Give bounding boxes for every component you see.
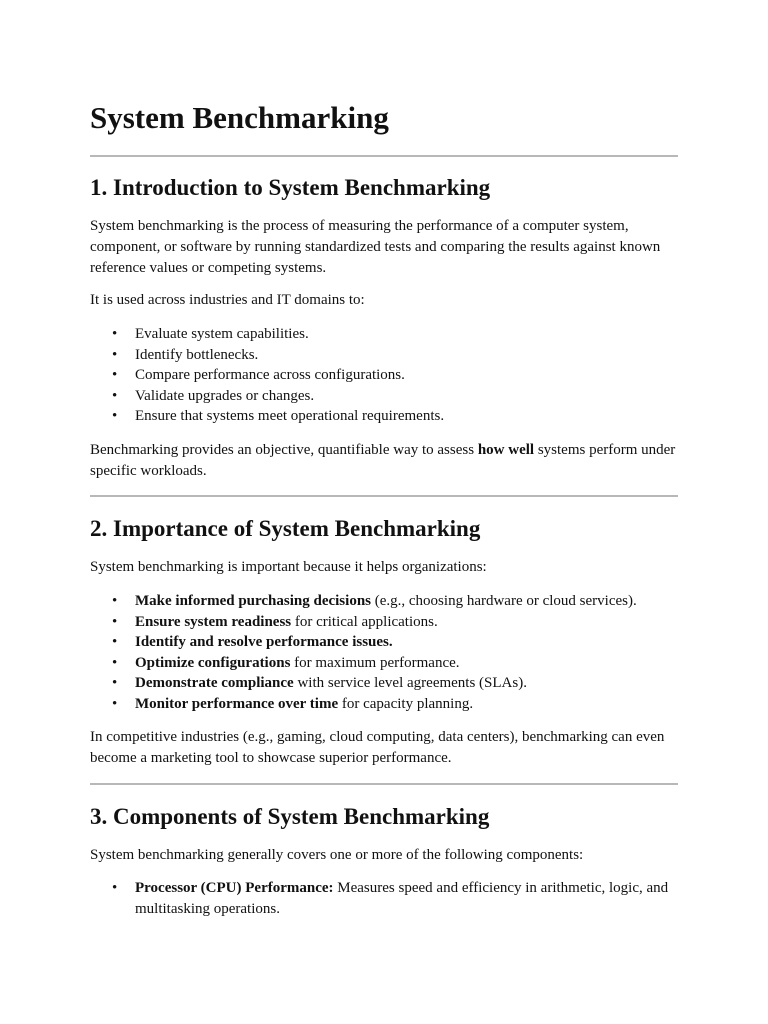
section-1-lead: It is used across industries and IT domains to: xyxy=(90,292,365,308)
list-item: • Compare performance across configurations. xyxy=(90,365,678,386)
item-text: for capacity planning. xyxy=(338,695,474,712)
list-item xyxy=(90,673,678,694)
list-item: • Evaluate system capabilities. xyxy=(90,324,678,345)
item-text: (e.g., choosing hardware or cloud services). xyxy=(371,593,637,609)
section-2-closing: In competitive industries (e.g., gaming, cloud computing, data centers), benchmarking can even become a marketing tool to showcase superior performance. xyxy=(90,729,665,766)
list-item: • Validate upgrades or changes. xyxy=(90,386,678,407)
item-bold: Identify and resolve performance issues. xyxy=(135,634,393,650)
item-bold: Demonstrate compliance xyxy=(135,675,294,691)
section-3-heading: 3. Components of System Benchmarking xyxy=(90,804,490,829)
list-item xyxy=(90,591,678,612)
item-bold: Processor (CPU) Performance: xyxy=(135,880,334,896)
closing-text: systems perform under specific workloads. xyxy=(90,442,676,479)
list-item xyxy=(90,612,678,633)
section-1-heading: 1. Introduction to System Benchmarking xyxy=(90,175,491,200)
item-bold: Make informed purchasing decisions xyxy=(135,593,371,609)
section-1-list xyxy=(90,324,678,427)
list-item: • Identify bottlenecks. xyxy=(90,345,678,366)
list-item xyxy=(90,632,678,653)
closing-text: Benchmarking provides an objective, quantifiable way to assess xyxy=(90,442,478,458)
section-3-list xyxy=(90,878,678,920)
section-divider xyxy=(90,495,678,497)
item-bold: Optimize configurations xyxy=(135,654,291,671)
page-title: System Benchmarking xyxy=(90,100,389,135)
item-text: with service level agreements (SLAs). xyxy=(293,675,527,691)
list-item xyxy=(90,878,678,920)
section-2-list xyxy=(90,591,678,714)
section-3-lead: System benchmarking generally covers one or more of the following components: xyxy=(90,847,584,863)
item-text: for maximum performance. xyxy=(290,654,460,671)
section-1-closing xyxy=(90,440,678,482)
section-divider xyxy=(90,783,678,785)
section-2-lead: System benchmarking is important because it helps organizations: xyxy=(90,559,487,575)
section-1-intro: System benchmarking is the process of measuring the performance of a computer system, component, or software by running standardized tests and comparing the results against known reference values or competing systems. xyxy=(90,218,661,276)
list-item xyxy=(90,694,678,715)
item-text: for critical applications. xyxy=(291,613,438,630)
section-divider xyxy=(90,155,678,157)
item-bold: Ensure system readiness xyxy=(135,613,292,630)
section-2-heading: 2. Importance of System Benchmarking xyxy=(90,516,481,541)
item-bold: Monitor performance over time xyxy=(135,695,339,712)
list-item: • Ensure that systems meet operational requirements. xyxy=(90,406,678,427)
item-text: Measures speed and efficiency in arithmetic, logic, and multitasking operations. xyxy=(135,880,669,917)
closing-emphasis: how well xyxy=(477,442,535,458)
list-item xyxy=(90,653,678,674)
